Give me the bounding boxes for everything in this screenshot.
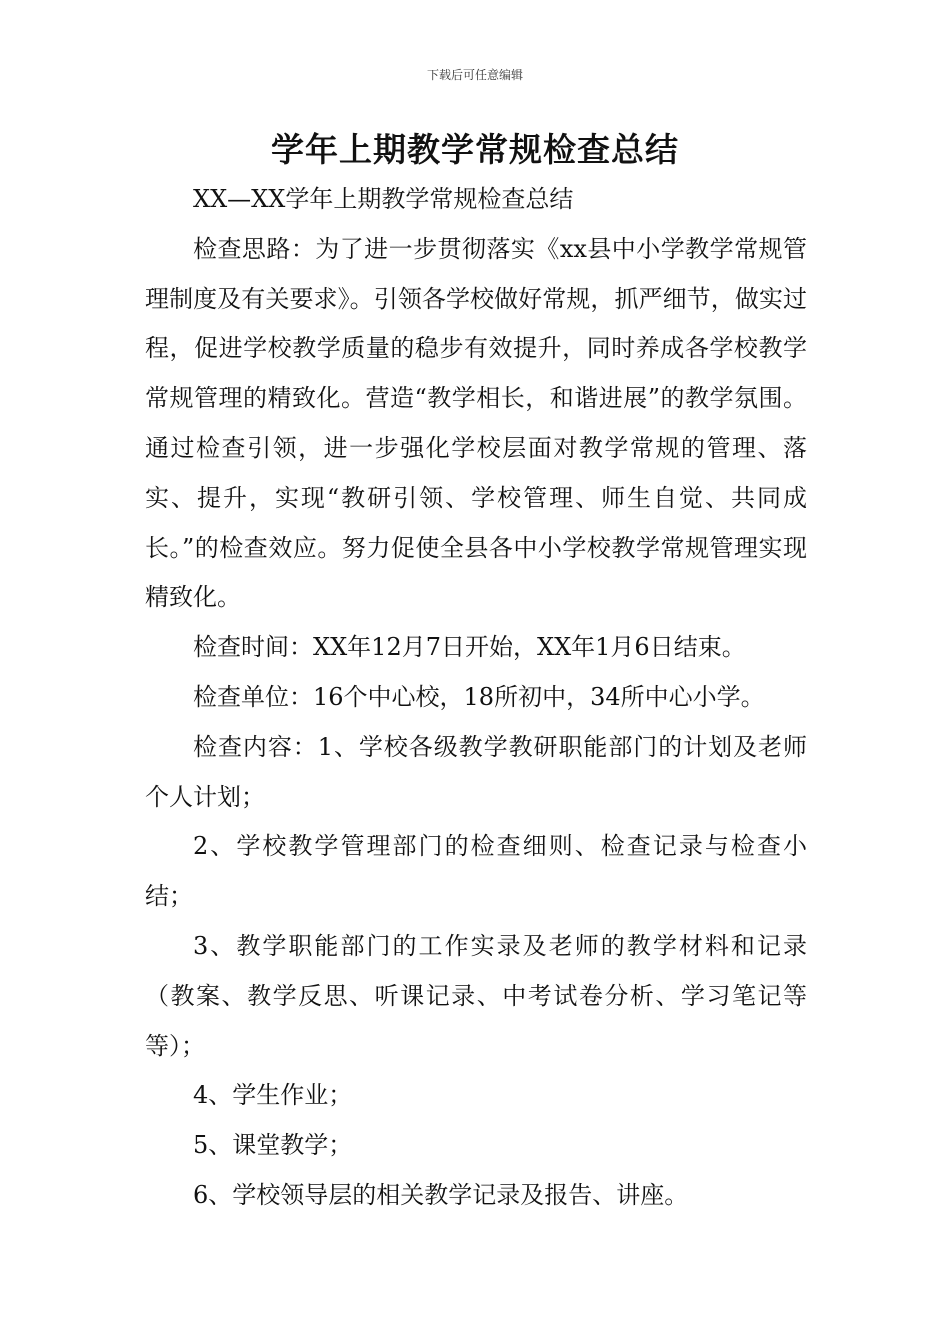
- inspection-time-paragraph: 检查时间：XX年12月7日开始，XX年1月6日结束。: [193, 633, 746, 662]
- inspection-units-paragraph: 检查单位：16个中心校，18所初中，34所中心小学。: [193, 682, 765, 711]
- inspection-approach-paragraph: 检查思路：为了进一步贯彻落实《xx县中小学教学常规管理制度及有关要求》。引领各学校做好常规，抓严细节，做实过程，促进学校教学质量的稳步有效提升，同时养成各学校教学常规管理的精致化。营造“教学相长，和谐进展”的教学氛围。通过检查引领，进一步强化学校层面对教学常规的管理、落实、提升，实现“教研引领、学校管理、师生自觉、共同成长。”的检查效应。努力促使全县各中小学校教学常规管理实现精致化。: [145, 234, 807, 612]
- content-item-2: 2、学校教学管理部门的检查细则、检查记录与检查小结；: [145, 832, 807, 911]
- content-item-5: 5、课堂教学；: [193, 1131, 353, 1160]
- document-body: [145, 175, 807, 1221]
- content-item-6: 6、学校领导层的相关教学记录及报告、讲座。: [193, 1180, 689, 1209]
- content-item-3: 3、教学职能部门的工作实录及老师的教学材料和记录（教案、教学反思、听课记录、中考试卷分析、学习笔记等等）；: [145, 931, 807, 1060]
- content-item-4: 4、学生作业；: [193, 1081, 353, 1110]
- inspection-content-paragraph: 检查内容：1、学校各级教学教研职能部门的计划及老师个人计划；: [145, 732, 807, 811]
- header-note: 下载后可任意编辑: [426, 68, 523, 82]
- document-title: 学年上期教学常规检查总结: [271, 130, 679, 169]
- subtitle-paragraph: XX—XX学年上期教学常规检查总结: [193, 185, 574, 213]
